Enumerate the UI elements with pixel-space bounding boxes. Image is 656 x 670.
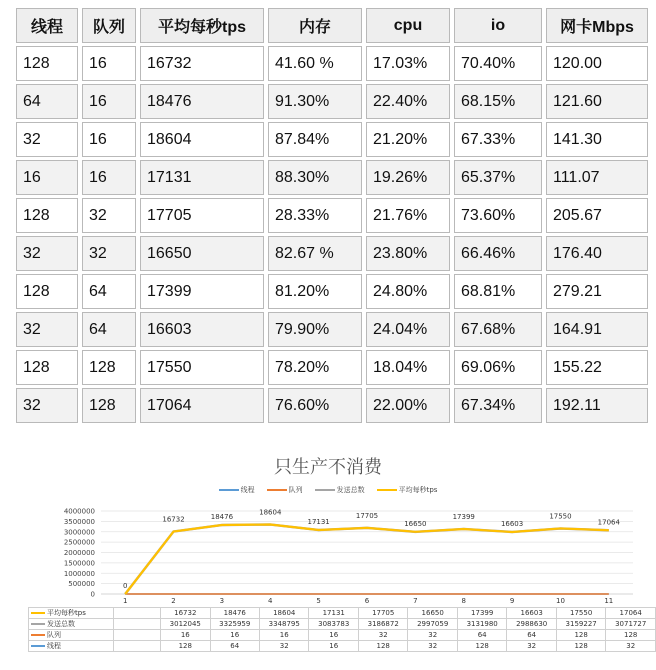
column-header: 内存 [268, 8, 362, 43]
table-row [16, 198, 648, 233]
table-row [29, 619, 656, 630]
table-cell: 128 [556, 641, 605, 652]
table-cell: 81.20% [268, 274, 362, 309]
x-tick-label: 9 [509, 597, 515, 605]
table-cell: 18476 [140, 84, 264, 119]
y-tick-label: 3000000 [63, 528, 95, 537]
x-tick-label: 1 [122, 597, 128, 605]
table-cell: 73.60% [454, 198, 542, 233]
legend-swatch [377, 489, 397, 491]
table-cell: 120.00 [546, 46, 648, 81]
table-cell: 128 [16, 274, 78, 309]
table-cell: 3325959 [210, 619, 259, 630]
column-header: 网卡Mbps [546, 8, 648, 43]
table-cell: 17705 [140, 198, 264, 233]
legend-swatch [31, 612, 45, 614]
x-tick-label: 11 [604, 597, 614, 605]
data-label: 17131 [307, 518, 330, 527]
data-label: 18604 [259, 508, 282, 517]
table-cell: 17064 [140, 388, 264, 423]
y-tick-label: 1000000 [63, 569, 95, 578]
table-cell: 24.80% [366, 274, 450, 309]
table-cell: 16 [309, 630, 358, 641]
table-cell: 32 [16, 122, 78, 157]
x-tick-label: 5 [316, 597, 321, 605]
table-cell: 17705 [358, 608, 407, 619]
table-row [16, 274, 648, 309]
row-header [29, 608, 114, 619]
legend-swatch [31, 623, 45, 625]
table-cell: 141.30 [546, 122, 648, 157]
y-tick-label: 1500000 [63, 559, 95, 568]
legend-swatch [31, 634, 45, 636]
table-cell: 192.11 [546, 388, 648, 423]
table-cell: 3083783 [309, 619, 358, 630]
y-tick-label: 2500000 [63, 538, 95, 547]
table-cell: 111.07 [546, 160, 648, 195]
table-cell: 3159227 [556, 619, 605, 630]
table-cell: 121.60 [546, 84, 648, 119]
table-cell: 16 [82, 122, 136, 157]
chart-title: 只生产不消费 [274, 457, 382, 478]
table-cell: 64 [457, 630, 506, 641]
table-cell: 16 [309, 641, 358, 652]
y-tick-label: 0 [90, 590, 95, 599]
performance-table [12, 5, 652, 426]
table-cell: 18604 [140, 122, 264, 157]
table-cell: 3012045 [161, 619, 210, 630]
table-cell: 88.30% [268, 160, 362, 195]
x-tick-label: 3 [219, 597, 225, 605]
table-row [16, 160, 648, 195]
table-cell: 3131980 [457, 619, 506, 630]
table-cell: 32 [260, 641, 309, 652]
table-cell: 32 [408, 641, 457, 652]
table-cell: 16603 [140, 312, 264, 347]
table-cell: 128 [556, 630, 605, 641]
table-cell: 22.40% [366, 84, 450, 119]
table-cell: 16650 [140, 236, 264, 271]
table-row [29, 630, 656, 641]
table-cell: 32 [507, 641, 556, 652]
table-cell: 68.15% [454, 84, 542, 119]
row-header [29, 641, 114, 652]
table-cell: 16 [82, 84, 136, 119]
table-cell: 32 [16, 388, 78, 423]
column-header: 线程 [16, 8, 78, 43]
row-header [29, 630, 114, 641]
legend-label: 线程 [240, 486, 255, 494]
y-tick-label: 4000000 [63, 507, 95, 516]
table-cell: 128 [82, 388, 136, 423]
table-cell: 41.60 % [268, 46, 362, 81]
table-cell: 128 [16, 46, 78, 81]
x-tick-label: 8 [461, 597, 466, 605]
row-header-label: 发送总数 [47, 620, 75, 628]
table-cell: 128 [16, 198, 78, 233]
table-cell: 68.81% [454, 274, 542, 309]
legend-swatch [219, 489, 239, 491]
table-cell [113, 608, 160, 619]
table-cell: 16 [161, 630, 210, 641]
table-cell: 79.90% [268, 312, 362, 347]
table-cell: 16732 [140, 46, 264, 81]
table-cell: 18.04% [366, 350, 450, 385]
table-cell [113, 641, 160, 652]
table-cell: 3186872 [358, 619, 407, 630]
legend-item [219, 485, 255, 495]
table-cell: 70.40% [454, 46, 542, 81]
data-label: 17550 [549, 512, 572, 521]
table-cell: 17550 [556, 608, 605, 619]
row-header [29, 619, 114, 630]
y-tick-label: 500000 [68, 580, 95, 589]
table-cell: 16603 [507, 608, 556, 619]
legend-swatch [315, 489, 335, 491]
y-tick-label: 2000000 [63, 549, 95, 557]
table-cell: 64 [507, 630, 556, 641]
table-cell: 279.21 [546, 274, 648, 309]
table-cell: 16732 [161, 608, 210, 619]
table-cell: 67.68% [454, 312, 542, 347]
legend-item [315, 485, 365, 495]
row-header-label: 线程 [47, 642, 61, 650]
table-cell: 67.34% [454, 388, 542, 423]
table-cell: 17550 [140, 350, 264, 385]
data-label: 17399 [452, 513, 475, 522]
table-row [16, 46, 648, 81]
table-cell: 32 [82, 236, 136, 271]
data-label: 0 [122, 582, 128, 590]
table-cell: 66.46% [454, 236, 542, 271]
table-cell: 64 [82, 274, 136, 309]
table-cell: 3071727 [606, 619, 656, 630]
table-cell: 16 [82, 160, 136, 195]
table-cell: 32 [408, 630, 457, 641]
table-cell: 17399 [457, 608, 506, 619]
table-cell: 78.20% [268, 350, 362, 385]
table-cell: 21.20% [366, 122, 450, 157]
table-cell: 17064 [606, 608, 656, 619]
data-label: 17705 [355, 511, 379, 520]
x-tick-label: 6 [364, 597, 370, 605]
table-cell: 76.60% [268, 388, 362, 423]
data-label: 16650 [404, 519, 427, 528]
table-header-row [16, 8, 648, 43]
table-cell: 18476 [210, 608, 259, 619]
table-cell: 16 [16, 160, 78, 195]
data-label: 16732 [162, 515, 185, 524]
table-cell: 164.91 [546, 312, 648, 347]
x-tick-label: 7 [413, 597, 418, 605]
legend-swatch [31, 645, 45, 647]
table-cell: 21.76% [366, 198, 450, 233]
table-cell: 23.80% [366, 236, 450, 271]
table-cell: 128 [606, 630, 656, 641]
table-cell: 19.26% [366, 160, 450, 195]
table-cell [113, 630, 160, 641]
table-cell: 64 [16, 84, 78, 119]
column-header: 队列 [82, 8, 136, 43]
table-cell: 24.04% [366, 312, 450, 347]
table-cell: 67.33% [454, 122, 542, 157]
legend-label: 发送总数 [336, 486, 365, 494]
table-cell: 32 [16, 236, 78, 271]
table-cell: 176.40 [546, 236, 648, 271]
table-cell [113, 619, 160, 630]
x-tick-label: 2 [171, 597, 176, 605]
table-cell: 17131 [140, 160, 264, 195]
table-cell: 17399 [140, 274, 264, 309]
data-label: 16603 [500, 519, 524, 528]
table-cell: 91.30% [268, 84, 362, 119]
legend-item [377, 485, 438, 495]
table-cell: 22.00% [366, 388, 450, 423]
table-cell: 16 [210, 630, 259, 641]
y-tick-label: 3500000 [63, 517, 95, 526]
table-cell: 128 [82, 350, 136, 385]
table-cell: 16 [82, 46, 136, 81]
legend-label: 队列 [288, 486, 303, 494]
table-cell: 87.84% [268, 122, 362, 157]
table-cell: 64 [210, 641, 259, 652]
table-cell: 16650 [408, 608, 457, 619]
table-row [29, 608, 656, 619]
column-header: io [454, 8, 542, 43]
table-cell: 128 [457, 641, 506, 652]
table-cell: 16 [260, 630, 309, 641]
table-row [16, 84, 648, 119]
chart-data-table [28, 607, 656, 652]
legend-item [267, 485, 303, 495]
table-cell: 128 [358, 641, 407, 652]
column-header: 平均每秒tps [140, 8, 264, 43]
table-cell: 32 [606, 641, 656, 652]
table-cell: 17.03% [366, 46, 450, 81]
column-header: cpu [366, 8, 450, 43]
chart-legend [0, 485, 656, 495]
table-cell: 82.67 % [268, 236, 362, 271]
table-cell: 32 [16, 312, 78, 347]
table-cell: 64 [82, 312, 136, 347]
table-cell: 2988630 [507, 619, 556, 630]
legend-label: 平均每秒tps [398, 486, 438, 494]
x-tick-label: 10 [555, 597, 565, 605]
table-cell: 32 [358, 630, 407, 641]
data-label: 17064 [597, 518, 620, 527]
table-cell: 32 [82, 198, 136, 233]
table-row [16, 122, 648, 157]
table-cell: 3348795 [260, 619, 309, 630]
row-header-label: 平均每秒tps [47, 609, 86, 617]
table-cell: 128 [161, 641, 210, 652]
table-row [16, 312, 648, 347]
table-cell: 2997059 [408, 619, 457, 630]
data-label: 18476 [210, 512, 234, 521]
table-row [16, 236, 648, 271]
table-cell: 155.22 [546, 350, 648, 385]
table-cell: 69.06% [454, 350, 542, 385]
table-cell: 65.37% [454, 160, 542, 195]
table-row [29, 641, 656, 652]
table-cell: 17131 [309, 608, 358, 619]
table-cell: 18604 [260, 608, 309, 619]
table-cell: 28.33% [268, 198, 362, 233]
table-cell: 205.67 [546, 198, 648, 233]
table-cell: 128 [16, 350, 78, 385]
table-row [16, 388, 648, 423]
x-tick-label: 4 [268, 597, 273, 605]
table-row [16, 350, 648, 385]
line-chart [0, 495, 656, 607]
row-header-label: 队列 [47, 631, 61, 639]
legend-swatch [267, 489, 287, 491]
